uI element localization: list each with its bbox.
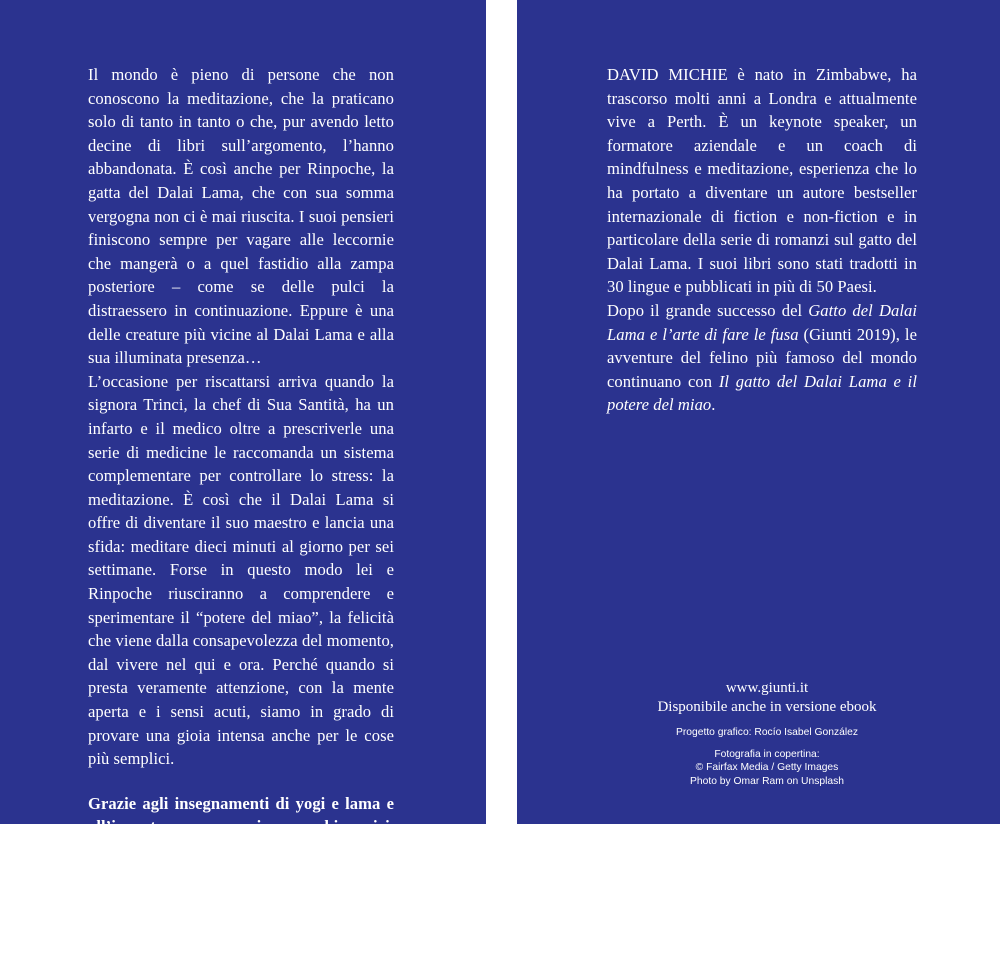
books-paragraph (607, 299, 917, 417)
photo-credit-1: © Fairfax Media / Getty Images (695, 762, 839, 774)
design-credit: Progetto grafico: Rocío Isabel González (675, 727, 858, 738)
blurb-paragraph-1: Il mondo è pieno di persone che non conoscono la meditazione, che la praticano solo di tanto in tanto o che, pur avendo letto decine di libri sull’argomento, l’hanno abbandonata. È così anche per Rinpoche, la gatta del Dalai Lama, che con sua somma vergogna non ci è mai riuscita. I suoi pensieri finiscono sempre per vagare alle leccornie che mangerà o a quel fastidio alla zampa posteriore – come se delle pulci la distraessero in continuazione. Eppure è una delle creature più vicine al Dalai Lama e alla sua illuminata presenza… (88, 65, 394, 368)
book-title-1: Gatto del Dalai Lama e l’arte di fare le fusa (607, 300, 917, 344)
ebook-note: Disponibile anche in versione ebook (657, 699, 877, 715)
page-gutter (486, 0, 517, 824)
books-text-3: . (711, 395, 716, 415)
photo-credit-title: Fotografia in copertina: (714, 749, 820, 761)
colophon (607, 679, 927, 788)
photo-credit-2: Photo by Omar Ram on Unsplash (690, 775, 844, 787)
books-text-1: Dopo il grande successo del (607, 300, 809, 320)
website-link: www.giunti.it (725, 680, 809, 696)
blurb-paragraph-2: L’occasione per riscattarsi arriva quando la signora Trinci, la chef di Sua Santità, ha un infarto e il medico oltre a prescriverle una serie di medicine le raccomanda un sistema complementare per controllare lo stress: la meditazione. È così che il Dalai Lama si offre di diventare il suo maestro e lancia una sfida: meditare dieci minuti al giorno per sei settimane. Forse in questo modo lei e Rinpoche riusciranno a comprendere e sperimentare il “potere del miao”, la felicità che viene dalla consapevolezza del momento, dal vivere nel qui e ora. Perché quando si presta veramente attenzione, con la mente aperta e i sensi acuti, siamo in grado di provare una gioia intensa anche per le cose più semplici. (88, 371, 394, 769)
author-bio: DAVID MICHIE è nato in Zimbabwe, ha trascorso molti anni a Londra e attualmente vive a Perth. È un keynote speaker, un formatore aziendale e un coach di mindfulness e meditazione, esperienza che lo ha portato a diventare un autore bestseller internazionale di fiction e non-fiction e in particolare della serie di romanzi sul gatto del Dalai Lama. I suoi libri sono stati tradotti in 30 lingue e pubblicati in più di 50 Paesi. (607, 65, 917, 297)
back-cover-panel (0, 0, 486, 977)
front-flap-panel (517, 0, 1000, 824)
books-text-2: (Giunti 2019), le avventure del felino più famoso del mondo continuano con (607, 324, 917, 391)
blurb-bold-paragraph: Grazie agli insegnamenti di yogi e lama e all’incontro con nuovi e vecchi amici, scoprirete insieme alla gatta più famosa del mondo come liberarvi dalle storie nocive che raccontate su voi stessi e come vivere appieno nel presente. Se non puoi cambiare il mondo, almeno puoi cambiare il modo in cui lo vivi! (88, 793, 394, 977)
book-title-2: Il gatto del Dalai Lama e il potere del miao (607, 371, 917, 415)
